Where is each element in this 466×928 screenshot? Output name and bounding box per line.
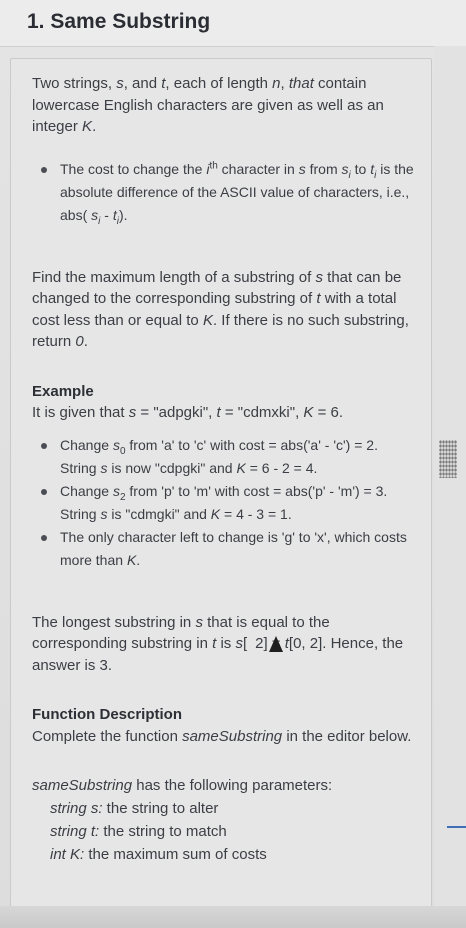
example-steps	[32, 434, 417, 572]
var-k: K	[210, 505, 221, 522]
var-s: s	[100, 459, 108, 476]
var-s: s	[298, 160, 306, 177]
problem-statement	[32, 73, 417, 866]
example-step	[60, 480, 417, 526]
text: = 6.	[313, 404, 344, 421]
function-name: sameSubstring	[182, 727, 283, 745]
var-t: t	[212, 635, 217, 652]
parameter-item	[32, 820, 417, 843]
text: .	[83, 333, 88, 350]
subscript-i: i	[116, 215, 119, 227]
var-s: s	[112, 436, 120, 453]
var-k: K	[202, 311, 213, 329]
text: = "adpgki",	[136, 404, 217, 421]
text: = "cdmxki",	[220, 404, 304, 421]
text: to	[350, 160, 371, 177]
example-step	[60, 526, 417, 572]
var-k: K	[303, 404, 314, 421]
page-title: 1. Same Substring	[27, 10, 211, 33]
parameter-item	[32, 797, 417, 820]
parameters-intro	[32, 775, 417, 797]
mouse-pointer-icon	[269, 636, 283, 652]
text: , each of length	[165, 75, 273, 92]
parameter-type: int K:	[50, 845, 85, 863]
text: Two strings,	[32, 75, 117, 92]
text: from	[305, 160, 342, 177]
var-s: s	[100, 505, 108, 522]
spacer	[32, 353, 417, 381]
text: 2] =	[255, 635, 285, 652]
text: that is equal to the corresponding substring in	[32, 613, 330, 652]
parameter-desc: the string to match	[99, 822, 227, 840]
subscript: 2	[119, 491, 126, 503]
spacer	[32, 424, 417, 434]
spacer	[32, 676, 417, 704]
example-step	[60, 434, 417, 480]
function-description-heading: Function Description	[32, 706, 182, 723]
var-s: s	[91, 206, 99, 223]
var-s: s	[112, 482, 120, 499]
var-s: s	[235, 635, 243, 652]
text: character in	[217, 160, 299, 177]
var-t: t	[284, 635, 289, 652]
var-s: s	[195, 613, 203, 631]
spacer	[32, 747, 417, 775]
splitter-gutter	[434, 46, 466, 928]
drag-handle-icon[interactable]	[439, 440, 457, 478]
var-t: t	[161, 75, 166, 92]
function-name: sameSubstring	[32, 777, 133, 794]
text: ,	[280, 75, 289, 92]
return-zero: 0	[75, 333, 84, 350]
var-s: s	[315, 268, 323, 286]
var-t: t	[112, 206, 117, 223]
text: .	[92, 118, 97, 135]
text: The only character left to change is 'g' to 'x', which costs more than	[60, 528, 407, 568]
find-paragraph	[32, 267, 417, 353]
parameter-type: string t:	[50, 822, 100, 840]
var-k: K	[126, 551, 137, 568]
subscript-i: i	[98, 215, 101, 227]
text: .	[136, 551, 141, 568]
longest-paragraph	[32, 612, 417, 677]
example-heading: Example	[32, 382, 94, 400]
spacer	[32, 227, 417, 267]
subscript-i: i	[374, 169, 377, 181]
var-t: t	[316, 290, 321, 307]
text: = 4 - 3 = 1.	[220, 505, 292, 522]
bottom-edge	[0, 906, 466, 928]
example-given	[32, 402, 417, 424]
var-n: n	[272, 75, 281, 92]
text: has the following parameters:	[132, 777, 333, 794]
var-k: K	[82, 118, 93, 135]
cost-bullet	[60, 158, 417, 227]
editor-edge-marker	[447, 826, 466, 828]
spacer	[32, 572, 417, 612]
text: [	[242, 635, 248, 652]
subscript: 0	[119, 445, 126, 457]
parameter-desc: the string to alter	[102, 799, 219, 817]
var-s: s	[341, 160, 349, 177]
text: [0, 2]. Hence, the answer is 3.	[32, 635, 404, 674]
var-t: t	[370, 160, 375, 177]
emphasis: that	[288, 75, 314, 92]
text: The cost to change the	[60, 160, 207, 177]
var-k: K	[236, 459, 246, 476]
ordinal-suffix: th	[209, 159, 218, 171]
text: is the absolute difference of the ASCII value of characters, i.e., abs(	[60, 160, 414, 223]
parameter-desc: the maximum sum of costs	[84, 845, 267, 863]
text: It is given that	[32, 404, 129, 421]
text: , and	[123, 75, 162, 92]
subscript-i: i	[348, 169, 351, 181]
text: is	[216, 635, 236, 652]
text: = 6 - 2 = 4.	[245, 459, 318, 476]
cost-list	[32, 158, 417, 227]
text: Change	[60, 436, 113, 453]
text: ).	[118, 206, 128, 223]
var-s: s	[116, 75, 124, 92]
text: Find the maximum length of a substring of	[32, 268, 316, 286]
intro-paragraph	[32, 73, 417, 138]
text: is now "cdpgki" and	[107, 459, 237, 476]
function-description-text	[32, 726, 417, 748]
var-i: i	[206, 160, 210, 177]
text: that can be changed to the corresponding substring of	[32, 268, 402, 307]
text: Complete the function	[32, 727, 183, 745]
text: in the editor below.	[282, 727, 412, 745]
text: from 'a' to 'c' with cost = abs('a' - 'c') = 2. String	[60, 436, 378, 476]
text: contain lowercase English characters are given as well as an integer	[32, 75, 384, 135]
text: -	[100, 206, 113, 223]
parameter-item	[32, 843, 417, 866]
parameter-type: string s:	[50, 799, 103, 817]
title-bar	[0, 0, 466, 47]
text: Change	[60, 482, 113, 499]
text: with a total cost less than or equal to	[32, 290, 397, 329]
text: . If there is no such substring, return	[32, 311, 409, 350]
var-t: t	[216, 404, 221, 421]
var-s: s	[128, 404, 137, 421]
text: from 'p' to 'm' with cost = abs('p' - 'm') = 3. String	[60, 482, 388, 522]
text: is "cdmgki" and	[107, 505, 211, 522]
text: The longest substring in	[32, 613, 196, 631]
